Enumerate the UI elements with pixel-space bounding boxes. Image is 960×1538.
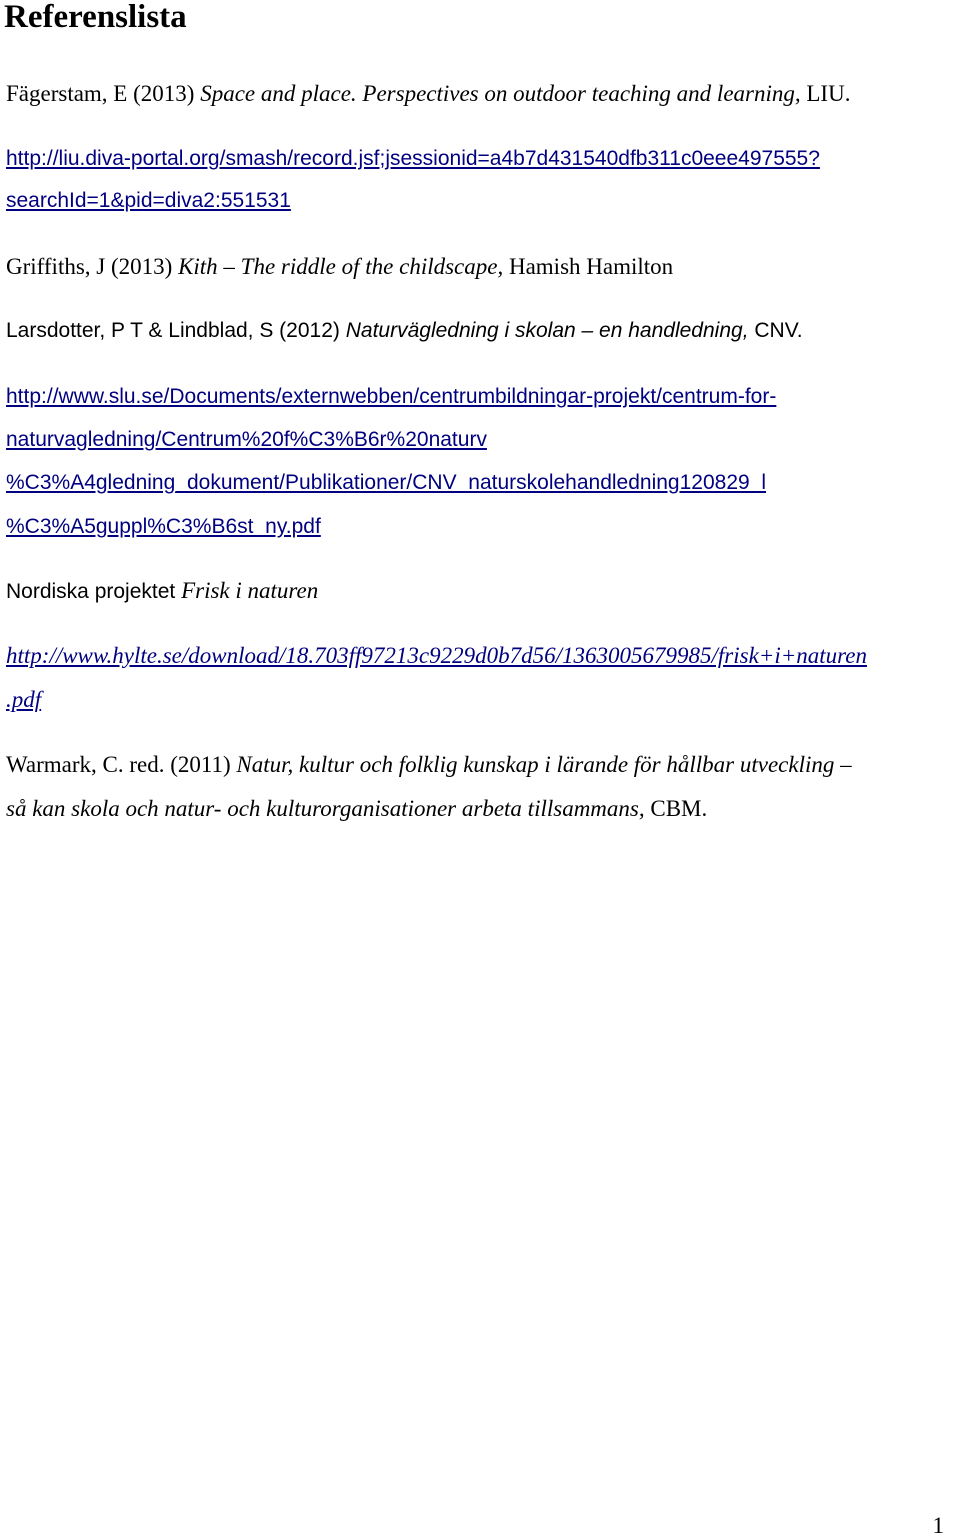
reference-publisher: CNV. (748, 319, 803, 342)
reference-author: Larsdotter, P T & Lindblad, S (2012) (6, 319, 346, 342)
reference-author: Nordiska projektet (6, 580, 182, 603)
page-title: Referenslista (4, 0, 187, 35)
reference-publisher: Hamish Hamilton (503, 254, 674, 279)
reference-title-line-1: Natur, kultur och folklig kunskap i lärande för hållbar utveckling – (236, 752, 852, 777)
page-number: 1 (932, 1513, 944, 1538)
reference-title: Naturvägledning i skolan – en handledning, (345, 319, 749, 342)
reference-author: Warmark, C. red. (2011) (6, 752, 237, 777)
reference-author: Griffiths, J (2013) (6, 254, 179, 279)
reference-warmark (6, 751, 852, 779)
reference-warmark-continued (6, 795, 707, 823)
reference-author: Fägerstam, E (2013) (6, 81, 201, 106)
reference-title: Frisk i naturen (181, 578, 319, 603)
reference-link-slu-line-4[interactable]: %C3%A5guppl%C3%B6st_ny.pdf (6, 515, 321, 538)
reference-link-slu-line-2[interactable]: naturvagledning/Centrum%20f%C3%B6r%20naturv (6, 428, 487, 451)
reference-fagerstam (6, 80, 850, 108)
reference-link-fagerstam-line-1[interactable]: http://liu.diva-portal.org/smash/record.jsf;jsessionid=a4b7d431540dfb311c0eee497555? (6, 147, 820, 170)
reference-title-line-2: så kan skola och natur- och kulturorganisationer arbeta tillsammans, (6, 796, 645, 821)
reference-griffiths (6, 253, 673, 281)
reference-title: Space and place. Perspectives on outdoor teaching and learning, (200, 81, 801, 106)
reference-larsdotter (6, 317, 803, 345)
reference-link-slu-line-1[interactable]: http://www.slu.se/Documents/externwebben/centrumbildningar-projekt/centrum-for- (6, 385, 777, 408)
reference-link-hylte-line-1[interactable]: http://www.hylte.se/download/18.703ff97213c9229d0b7d56/1363005679985/frisk+i+naturen (6, 643, 867, 668)
reference-link-fagerstam-line-2[interactable]: searchId=1&pid=diva2:551531 (6, 189, 291, 212)
reference-nordiska (6, 577, 318, 606)
reference-publisher: LIU. (800, 81, 851, 106)
reference-publisher: CBM. (644, 796, 708, 821)
reference-link-hylte-line-2[interactable]: .pdf (6, 687, 42, 712)
reference-title: Kith – The riddle of the childscape, (178, 254, 504, 279)
reference-link-slu-line-3[interactable]: %C3%A4gledning_dokument/Publikationer/CNV_naturskolehandledning120829_l (6, 471, 767, 494)
